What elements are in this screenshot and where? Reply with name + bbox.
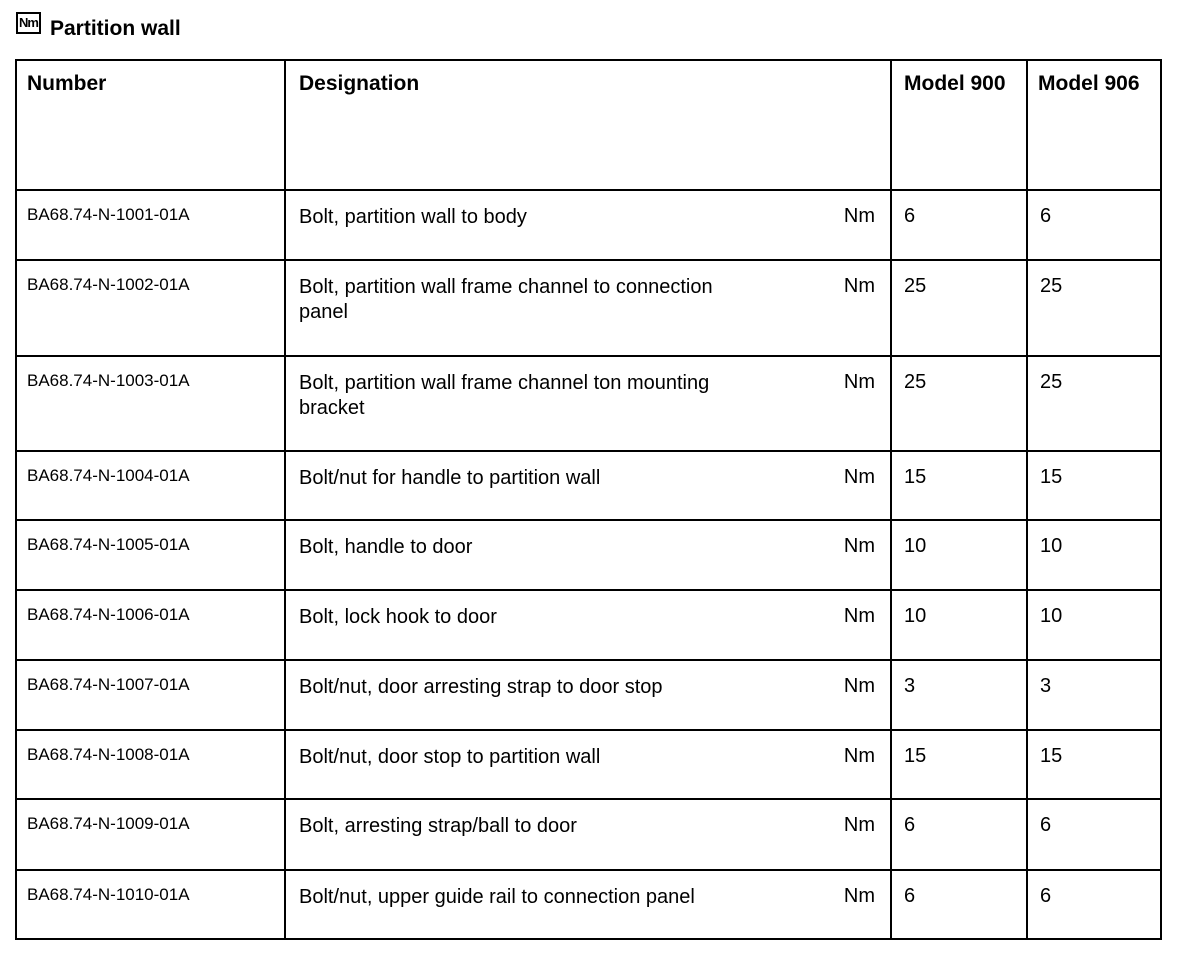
cell-number: BA68.74-N-1001-01A: [16, 190, 285, 260]
cell-model-906: 6: [1027, 799, 1161, 870]
cell-model-900: 6: [891, 190, 1027, 260]
cell-designation: [285, 590, 891, 660]
designation-text: Bolt, handle to door: [299, 536, 473, 558]
column-header-model-906: Model 906: [1027, 60, 1161, 190]
cell-designation: [285, 730, 891, 799]
cell-designation: [285, 799, 891, 870]
cell-designation: [285, 870, 891, 939]
cell-number: BA68.74-N-1002-01A: [16, 260, 285, 356]
table-row: [16, 190, 1161, 260]
torque-table: [15, 59, 1162, 940]
unit-label: Nm: [843, 205, 875, 227]
cell-number: BA68.74-N-1009-01A: [16, 799, 285, 870]
nm-icon: Nm: [16, 12, 41, 34]
column-header-number: Number: [16, 60, 285, 190]
cell-number: BA68.74-N-1010-01A: [16, 870, 285, 939]
cell-model-900: 3: [891, 660, 1027, 730]
designation-text: Bolt/nut, door arresting strap to door stop: [299, 676, 663, 698]
cell-model-900: 10: [891, 520, 1027, 590]
cell-model-900: 25: [891, 260, 1027, 356]
table-row: [16, 260, 1161, 356]
cell-number: BA68.74-N-1005-01A: [16, 520, 285, 590]
unit-label: Nm: [843, 275, 875, 297]
unit-label: Nm: [843, 885, 875, 907]
cell-model-900: 10: [891, 590, 1027, 660]
unit-label: Nm: [843, 371, 875, 393]
table-row: [16, 356, 1161, 451]
cell-number: BA68.74-N-1008-01A: [16, 730, 285, 799]
unit-label: Nm: [843, 535, 875, 557]
cell-model-906: 3: [1027, 660, 1161, 730]
cell-model-906: 6: [1027, 870, 1161, 939]
cell-model-900: 25: [891, 356, 1027, 451]
table-row: [16, 660, 1161, 730]
designation-text: Bolt/nut for handle to partition wall: [299, 467, 601, 489]
cell-model-906: 15: [1027, 730, 1161, 799]
cell-designation: [285, 190, 891, 260]
cell-model-906: 10: [1027, 590, 1161, 660]
cell-model-900: 15: [891, 730, 1027, 799]
cell-number: BA68.74-N-1004-01A: [16, 451, 285, 520]
cell-designation: [285, 660, 891, 730]
cell-model-900: 6: [891, 870, 1027, 939]
cell-model-900: 6: [891, 799, 1027, 870]
cell-designation: [285, 520, 891, 590]
column-header-designation: Designation: [285, 60, 891, 190]
cell-model-906: 6: [1027, 190, 1161, 260]
designation-text: Bolt, partition wall frame channel ton mounting bracket: [299, 372, 710, 419]
designation-text: Bolt/nut, door stop to partition wall: [299, 746, 601, 768]
designation-text: Bolt, lock hook to door: [299, 606, 497, 628]
cell-model-906: 25: [1027, 356, 1161, 451]
designation-text: Bolt, partition wall to body: [299, 206, 527, 228]
unit-label: Nm: [843, 745, 875, 767]
cell-model-906: 10: [1027, 520, 1161, 590]
designation-text: Bolt, arresting strap/ball to door: [299, 815, 577, 837]
cell-designation: [285, 356, 891, 451]
table-row: [16, 520, 1161, 590]
table-header-row: [16, 60, 1161, 190]
unit-label: Nm: [843, 675, 875, 697]
cell-number: BA68.74-N-1006-01A: [16, 590, 285, 660]
unit-label: Nm: [843, 466, 875, 488]
table-row: [16, 799, 1161, 870]
unit-label: Nm: [843, 605, 875, 627]
designation-text: Bolt/nut, upper guide rail to connection panel: [299, 886, 695, 908]
designation-text: Bolt, partition wall frame channel to connection panel: [299, 276, 713, 323]
table-row: [16, 730, 1161, 799]
cell-number: BA68.74-N-1007-01A: [16, 660, 285, 730]
cell-model-906: 15: [1027, 451, 1161, 520]
table-row: [16, 870, 1161, 939]
cell-model-900: 15: [891, 451, 1027, 520]
cell-designation: [285, 451, 891, 520]
cell-number: BA68.74-N-1003-01A: [16, 356, 285, 451]
cell-designation: [285, 260, 891, 356]
table-row: [16, 590, 1161, 660]
cell-model-906: 25: [1027, 260, 1161, 356]
column-header-model-900: Model 900: [891, 60, 1027, 190]
unit-label: Nm: [843, 814, 875, 836]
page-title: Partition wall: [50, 17, 181, 40]
table-row: [16, 451, 1161, 520]
